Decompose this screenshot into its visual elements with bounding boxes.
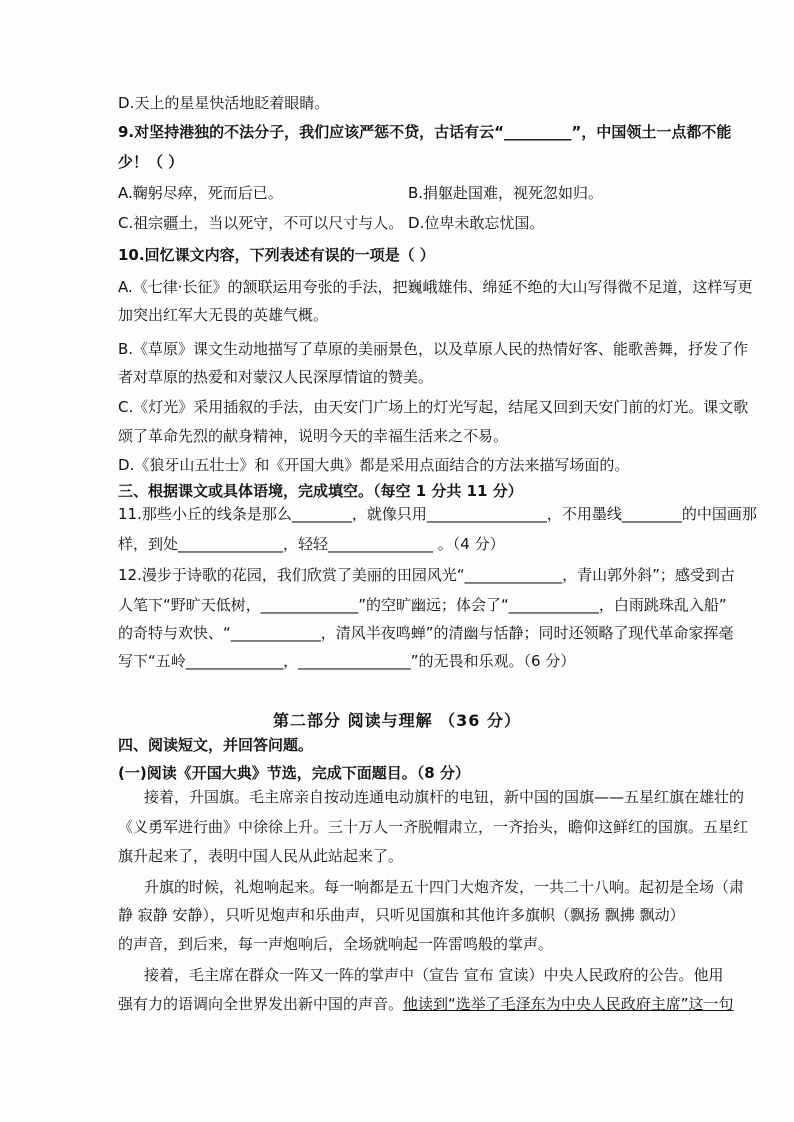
q10-option-c-line2: 颂了革命先烈的献身精神，说明今天的幸福生活来之不易。 bbox=[118, 427, 509, 445]
passage-p3-line2 bbox=[118, 993, 734, 1015]
q12-line4: 写下“五岭_____________，_______________”的无畏和乐观。（6 分） bbox=[118, 652, 576, 670]
underlined-sentence: 他读到“选举了毛泽东为中央人民政府主席”这一句 bbox=[403, 995, 734, 1013]
section-3-heading: 三、根据课文或具体语境，完成填空。（每空 1 分共 11 分） bbox=[118, 482, 523, 500]
reading-1-heading: (一)阅读《开国大典》节选，完成下面题目。（8 分） bbox=[118, 764, 470, 782]
q8-option-d: D.天上的星星快活地眨着眼睛。 bbox=[118, 94, 330, 112]
q12-line2: 人笔下“野旷天低树，_____________”的空旷幽远；体会了“____________，白雨跳珠乱入船” bbox=[118, 596, 727, 614]
section-4-heading: 四、阅读短文，并回答问题。 bbox=[118, 736, 314, 754]
q10-option-b-line1: B.《草原》课文生动地描写了草原的美丽景色，以及草原人民的热情好客、能歌善舞，抒发了作 bbox=[118, 340, 749, 358]
q10-option-a-line2: 加突出红军大无畏的英雄气概。 bbox=[118, 306, 329, 324]
q9-option-a: A.鞠躬尽瘁，死而后已。 bbox=[118, 184, 283, 202]
passage-p2-line2: 静 寂静 安静），只听见炮声和乐曲声，只听见国旗和其他许多旗帜（飘扬 飘拂 飘动） bbox=[118, 906, 685, 924]
q11-line2: 样，到处______________，轻轻______________ 。（4 分） bbox=[118, 535, 505, 553]
q9-options-row1 bbox=[118, 182, 604, 204]
q9-options-row2 bbox=[118, 212, 544, 234]
passage-p3-line1: 接着，毛主席在群众一阵又一阵的掌声中（宣告 宣布 宣读）中央人民政府的公告。他用 bbox=[144, 966, 724, 984]
passage-p1-line2: 《义勇军进行曲》中徐徐上升。三十万人一齐脱帽肃立，一齐抬头，瞻仰这鲜红的国旗。五星红 bbox=[118, 818, 749, 836]
q10-option-a-line1: A.《七律·长征》的颔联运用夸张的手法，把巍峨雄伟、绵延不绝的大山写得微不足道，这样写更 bbox=[118, 278, 753, 296]
q9-option-b: B.捐躯赴国难，视死忽如归。 bbox=[408, 184, 604, 202]
q9-stem-line2: 少！（ ） bbox=[118, 153, 184, 171]
q10-stem: 10.回忆课文内容，下列表述有误的一项是（ ） bbox=[118, 246, 435, 264]
q10-option-b-line2: 者对草原的热爱和对蒙汉人民深厚情谊的赞美。 bbox=[118, 368, 434, 386]
passage-p2-line3: 的声音，到后来，每一声炮响后，全场就响起一阵雷鸣般的掌声。 bbox=[118, 935, 554, 953]
passage-p2-line1: 升旗的时候，礼炮响起来。每一响都是五十四门大炮齐发，一共二十八响。起初是全场（肃 bbox=[144, 878, 745, 896]
passage-p3-text: 强有力的语调向全世界发出新中国的声音。 bbox=[118, 995, 404, 1013]
q9-option-c: C.祖宗疆土，当以死守，不可以尺寸与人。 bbox=[118, 214, 404, 232]
q9-stem-line1: 9.对坚持港独的不法分子，我们应该严惩不贷，古话有云“_________”，中国领土一点都不能 bbox=[118, 123, 732, 141]
q12-line3: 的奇特与欢快、“____________，清风半夜鸣蝉”的清幽与恬静；同时还领略了现代革命家挥毫 bbox=[118, 624, 734, 642]
q10-option-d: D.《狼牙山五壮士》和《开国大典》都是采用点面结合的方法来描写场面的。 bbox=[118, 456, 630, 474]
part-2-title: 第二部分 阅读与理解 （36 分） bbox=[273, 711, 521, 730]
q11-line1: 11.那些小丘的线条是那么________，就像只用________________，不用墨线________的中国画那 bbox=[118, 505, 757, 523]
passage-p1-line3: 旗升起来了，表明中国人民从此站起来了。 bbox=[118, 847, 404, 865]
passage-p1-line1: 接着，升国旗。毛主席亲自按动连通电动旗杆的电钮，新中国的国旗——五星红旗在雄壮的 bbox=[144, 788, 745, 806]
q10-option-c-line1: C.《灯光》采用插叙的手法，由天安门广场上的灯光写起，结尾又回到天安门前的灯光。课文歌 bbox=[118, 398, 749, 416]
q9-option-d: D.位卑未敢忘忧国。 bbox=[408, 214, 545, 232]
q12-line1: 12.漫步于诗歌的花园，我们欣赏了美丽的田园风光“_____________，青山郭外斜”；感受到古 bbox=[118, 566, 735, 584]
